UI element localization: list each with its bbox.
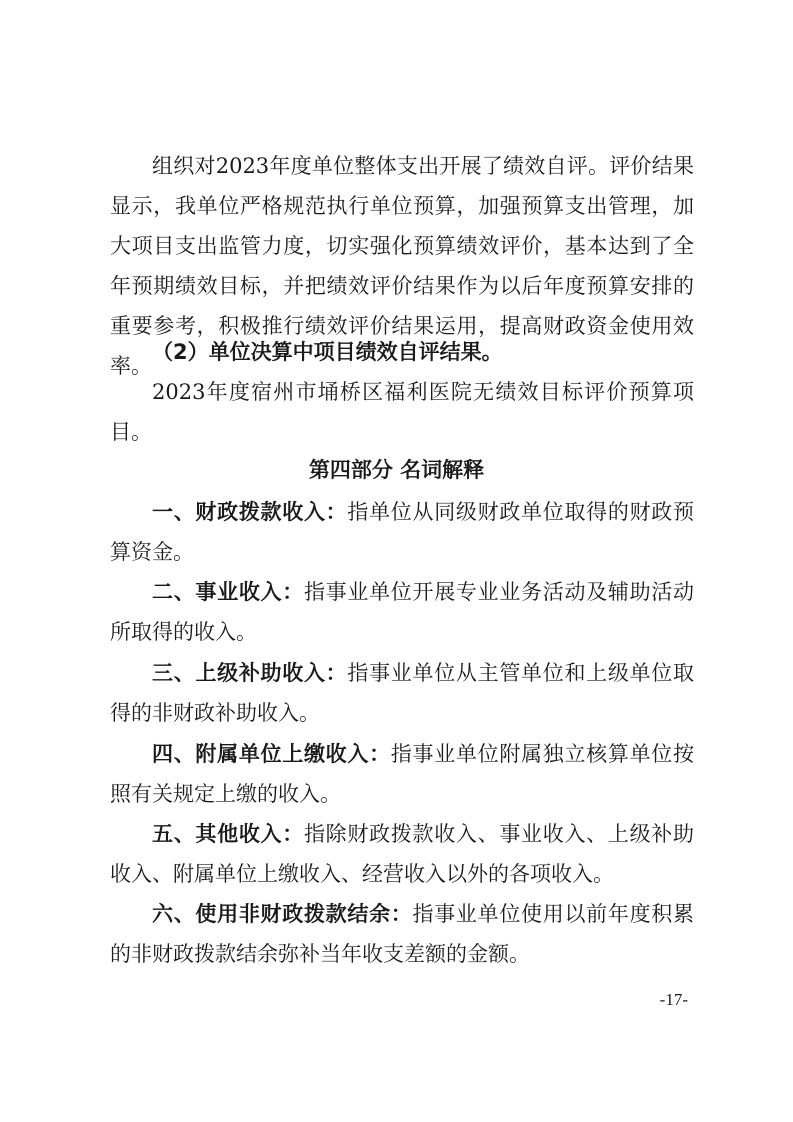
term-label: 二、事业收入：	[152, 580, 304, 604]
term-label: 五、其他收入：	[152, 822, 304, 846]
body-paragraph: 组织对2023年度单位整体支出开展了绩效自评。评价结果显示，我单位严格规范执行单位预算，加强预算支出管理，加大项目支出监管力度，切实强化预算绩效评价，基本达到了全年预期绩效目标，并把绩效评价结果作为以后年度预算安排的重要参考，积极推行绩效评价结果运用，提高财政资金使用效率。	[110, 154, 694, 378]
term-definition	[110, 653, 694, 733]
term-definition	[110, 814, 694, 894]
term-text: 指事业单位开展专业业务活动及辅助活动所取得的收入。	[110, 580, 695, 644]
term-label: 三、上级补助收入：	[152, 661, 348, 685]
term-definition	[110, 734, 694, 814]
term-definition	[110, 492, 694, 572]
term-text: 指事业单位从主管单位和上级单位取得的非财政补助收入。	[110, 661, 694, 725]
term-label: 六、使用非财政拨款结余：	[152, 902, 413, 926]
term-text: 指单位从同级财政单位取得的财政预算资金。	[110, 500, 694, 564]
page-number: -17-	[659, 990, 688, 1009]
term-label: 一、财政拨款收入：	[152, 500, 348, 524]
term-definition	[110, 894, 694, 974]
term-label: 四、附属单位上缴收入：	[152, 742, 391, 766]
term-text: 指除财政拨款收入、事业收入、上级补助收入、附属单位上缴收入、经营收入以外的各项收入。	[110, 822, 695, 886]
term-text: 指事业单位使用以前年度积累的非财政拨款结余弥补当年收支差额的金额。	[110, 902, 694, 966]
term-definition	[110, 572, 694, 652]
section-title: 第四部分 名词解释	[308, 458, 485, 482]
subheading: （2）单位决算中项目绩效自评结果。	[152, 340, 503, 364]
term-text: 指事业单位附属独立核算单位按照有关规定上缴的收入。	[110, 742, 695, 806]
body-paragraph: 2023年度宿州市埇桥区福利医院无绩效目标评价预算项目。	[110, 380, 694, 444]
